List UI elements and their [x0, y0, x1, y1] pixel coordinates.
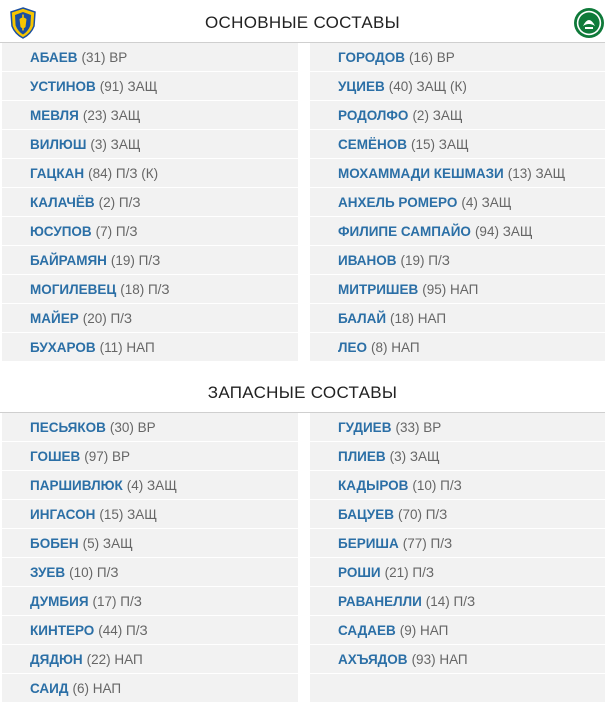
- player-row: [2, 616, 298, 645]
- player-row: [310, 217, 605, 246]
- player-name-link[interactable]: ДЯДЮН: [30, 651, 83, 667]
- player-row: [2, 442, 298, 471]
- player-name-link[interactable]: КАДЫРОВ: [338, 477, 409, 493]
- player-number-position: (8) НАП: [370, 339, 420, 355]
- player-name-link[interactable]: ГУДИЕВ: [338, 419, 392, 435]
- player-row: [310, 246, 605, 275]
- player-name-link[interactable]: БУХАРОВ: [30, 339, 96, 355]
- away-main-lineup: [310, 43, 605, 362]
- player-name-link[interactable]: ИНГАСОН: [30, 506, 96, 522]
- player-row: [310, 333, 605, 362]
- player-name-link[interactable]: ГАЦКАН: [30, 165, 85, 181]
- player-name-link[interactable]: УСТИНОВ: [30, 78, 96, 94]
- player-number-position: (91) ЗАЩ: [99, 78, 158, 94]
- player-number-position: (97) ВР: [84, 448, 131, 464]
- substitutes-header: [0, 373, 605, 413]
- player-name-link[interactable]: ИВАНОВ: [338, 252, 397, 268]
- player-number-position: (7) П/З: [95, 223, 138, 239]
- player-name-link[interactable]: ПАРШИВЛЮК: [30, 477, 123, 493]
- player-number-position: (40) ЗАЩ (К): [388, 78, 467, 94]
- player-name-link[interactable]: СЕМЁНОВ: [338, 136, 408, 152]
- player-number-position: (30) ВР: [109, 419, 156, 435]
- player-name-link[interactable]: РОДОЛФО: [338, 107, 409, 123]
- player-name-link[interactable]: БАЦУЕВ: [338, 506, 394, 522]
- player-number-position: (9) НАП: [399, 622, 449, 638]
- player-number-position: (15) ЗАЩ: [99, 506, 157, 522]
- player-number-position: (15) ЗАЩ: [411, 136, 469, 152]
- player-name-link[interactable]: АНХЕЛЬ РОМЕРО: [338, 194, 458, 210]
- substitutes-title: ЗАПАСНЫЕ СОСТАВЫ: [207, 383, 398, 402]
- player-name-link[interactable]: ГОРОДОВ: [338, 49, 405, 65]
- player-number-position: (20) П/З: [82, 310, 133, 326]
- player-row: [2, 674, 298, 703]
- player-row: [2, 72, 298, 101]
- player-name-link[interactable]: УЦИЕВ: [338, 78, 385, 94]
- player-name-link[interactable]: БЕРИША: [338, 535, 399, 551]
- player-name-link[interactable]: РАВАНЕЛЛИ: [338, 593, 422, 609]
- player-number-position: (84) П/З (К): [88, 165, 159, 181]
- player-number-position: (18) П/З: [120, 281, 170, 297]
- player-row: [310, 101, 605, 130]
- player-number-position: (23) ЗАЩ: [82, 107, 141, 123]
- player-row: [2, 246, 298, 275]
- player-name-link[interactable]: ВИЛЮШ: [30, 136, 87, 152]
- player-number-position: (2) П/З: [98, 194, 141, 210]
- player-name-link[interactable]: САИД: [30, 680, 69, 696]
- player-number-position: (13) ЗАЩ: [507, 165, 566, 181]
- away-substitutes: [310, 413, 605, 703]
- player-number-position: (19) П/З: [110, 252, 161, 268]
- player-row: [2, 529, 298, 558]
- player-row: [2, 101, 298, 130]
- player-row: [2, 471, 298, 500]
- player-number-position: (6) НАП: [72, 680, 122, 696]
- player-name-link[interactable]: РОШИ: [338, 564, 381, 580]
- player-number-position: (95) НАП: [422, 281, 479, 297]
- player-name-link[interactable]: ПЛИЕВ: [338, 448, 386, 464]
- player-name-link[interactable]: ЗУЕВ: [30, 564, 66, 580]
- player-number-position: (10) П/З: [69, 564, 119, 580]
- player-number-position: (31) ВР: [81, 49, 128, 65]
- player-row: [2, 188, 298, 217]
- player-name-link[interactable]: ДУМБИЯ: [30, 593, 89, 609]
- player-name-link[interactable]: АХЪЯДОВ: [338, 651, 408, 667]
- player-number-position: (44) П/З: [98, 622, 148, 638]
- player-number-position: (10) П/З: [412, 477, 462, 493]
- player-number-position: (3) ЗАЩ: [90, 136, 141, 152]
- player-row: [310, 43, 605, 72]
- player-row: [310, 616, 605, 645]
- player-row: [2, 130, 298, 159]
- player-name-link[interactable]: АБАЕВ: [30, 49, 78, 65]
- player-number-position: (14) П/З: [425, 593, 476, 609]
- rostov-crest-icon: [7, 7, 39, 39]
- player-name-link[interactable]: ФИЛИПЕ САМПАЙО: [338, 223, 471, 239]
- player-row: [310, 500, 605, 529]
- player-name-link[interactable]: ЮСУПОВ: [30, 223, 92, 239]
- player-name-link[interactable]: МОГИЛЕВЕЦ: [30, 281, 117, 297]
- player-number-position: (19) П/З: [400, 252, 450, 268]
- player-row: [310, 275, 605, 304]
- player-name-link[interactable]: МАЙЕР: [30, 310, 79, 326]
- player-name-link[interactable]: ГОШЕВ: [30, 448, 81, 464]
- player-row: [310, 471, 605, 500]
- player-row: [2, 43, 298, 72]
- player-row: [2, 645, 298, 674]
- player-row: [310, 529, 605, 558]
- player-number-position: (17) П/З: [92, 593, 142, 609]
- player-row: [310, 159, 605, 188]
- player-number-position: (11) НАП: [99, 339, 155, 355]
- player-name-link[interactable]: БАЙРАМЯН: [30, 252, 107, 268]
- player-number-position: (33) ВР: [395, 419, 442, 435]
- player-row: [310, 413, 605, 442]
- player-number-position: (77) П/З: [402, 535, 453, 551]
- player-row: [2, 217, 298, 246]
- main-lineups-header: [0, 3, 605, 43]
- player-number-position: (4) ЗАЩ: [461, 194, 512, 210]
- main-lineups-title: ОСНОВНЫЕ СОСТАВЫ: [205, 13, 400, 32]
- player-name-link[interactable]: КАЛАЧЁВ: [30, 194, 95, 210]
- player-name-link[interactable]: КИНТЕРО: [30, 622, 95, 638]
- player-row: [310, 587, 605, 616]
- player-row: [310, 188, 605, 217]
- player-name-link[interactable]: ЛЕО: [338, 339, 367, 355]
- player-row: [2, 413, 298, 442]
- player-row: [310, 72, 605, 101]
- home-substitutes: [2, 413, 298, 703]
- player-number-position: (70) П/З: [397, 506, 448, 522]
- player-row: [310, 645, 605, 674]
- player-row: [2, 333, 298, 362]
- player-number-position: (3) ЗАЩ: [389, 448, 440, 464]
- player-name-link[interactable]: МЕВЛЯ: [30, 107, 79, 123]
- player-row: [2, 275, 298, 304]
- player-row: [2, 159, 298, 188]
- player-name-link[interactable]: БАЛАЙ: [338, 310, 387, 326]
- player-number-position: (94) ЗАЩ: [474, 223, 533, 239]
- player-row: [2, 558, 298, 587]
- player-number-position: (4) ЗАЩ: [126, 477, 177, 493]
- player-number-position: (18) НАП: [390, 310, 447, 326]
- player-name-link[interactable]: БОБЕН: [30, 535, 79, 551]
- player-row: [310, 442, 605, 471]
- player-name-link[interactable]: САДАЕВ: [338, 622, 396, 638]
- home-main-lineup: [2, 43, 298, 362]
- empty-row: [310, 674, 605, 703]
- player-number-position: (93) НАП: [411, 651, 468, 667]
- player-number-position: (2) ЗАЩ: [412, 107, 463, 123]
- player-name-link[interactable]: ПЕСЬЯКОВ: [30, 419, 106, 435]
- player-number-position: (5) ЗАЩ: [82, 535, 133, 551]
- player-row: [2, 500, 298, 529]
- akhmat-crest-icon: [573, 7, 605, 39]
- player-row: [310, 304, 605, 333]
- player-row: [2, 587, 298, 616]
- player-row: [2, 304, 298, 333]
- player-row: [310, 130, 605, 159]
- player-name-link[interactable]: МОХАММАДИ КЕШМАЗИ: [338, 165, 504, 181]
- player-row: [310, 558, 605, 587]
- player-name-link[interactable]: МИТРИШЕВ: [338, 281, 419, 297]
- player-number-position: (21) П/З: [384, 564, 434, 580]
- player-number-position: (22) НАП: [86, 651, 143, 667]
- player-number-position: (16) ВР: [409, 49, 455, 65]
